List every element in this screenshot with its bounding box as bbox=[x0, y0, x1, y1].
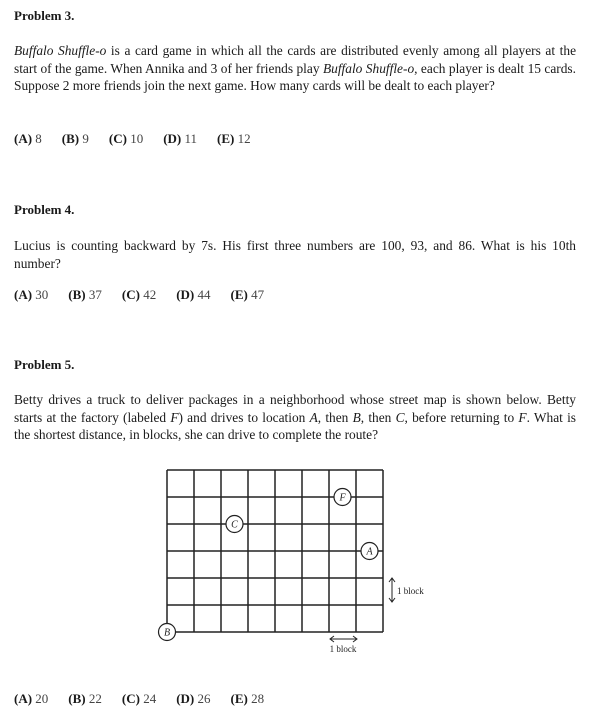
answer-choice bbox=[68, 287, 102, 303]
choice-label: (E) bbox=[217, 131, 235, 146]
choice-label: (D) bbox=[176, 691, 195, 706]
answer-choice bbox=[217, 131, 251, 147]
problem-title: Problem 3. bbox=[14, 8, 75, 23]
answer-choice bbox=[163, 131, 197, 147]
text-run: F bbox=[170, 409, 179, 425]
vertical-scale-label: 1 block bbox=[397, 586, 424, 596]
problem-4-body bbox=[14, 237, 576, 272]
problem-title: Problem 5. bbox=[14, 357, 75, 372]
text-run: C bbox=[395, 409, 405, 425]
answer-choice bbox=[122, 691, 156, 707]
choice-value: 37 bbox=[85, 287, 102, 302]
vertical-scale bbox=[389, 578, 395, 602]
choice-label: (E) bbox=[230, 287, 248, 302]
text-run: . What is the shortest distance, in blocks, she can drive to complete the route? bbox=[14, 409, 576, 442]
problem-title: Problem 4. bbox=[14, 202, 75, 217]
answer-choice bbox=[14, 691, 48, 707]
choice-value: 12 bbox=[234, 131, 251, 146]
text-run: , then bbox=[317, 409, 353, 425]
choice-value: 10 bbox=[126, 131, 144, 146]
problem-4-choices bbox=[14, 287, 576, 303]
location-label-f: F bbox=[339, 492, 346, 504]
choice-label: (B) bbox=[68, 287, 86, 302]
problem-text bbox=[14, 42, 576, 95]
text-run: Betty drives a truck to deliver packages in a neighborhood whose street map is shown below. Betty starts at the factory (labeled bbox=[14, 392, 576, 425]
problem-3-body bbox=[14, 42, 576, 95]
choice-label: (A) bbox=[14, 287, 33, 302]
choice-value: 42 bbox=[139, 287, 157, 302]
choice-value: 30 bbox=[32, 287, 49, 302]
answer-choice bbox=[176, 691, 210, 707]
answer-choice bbox=[62, 131, 89, 147]
choice-value: 26 bbox=[194, 691, 211, 706]
text-run: Buffalo Shuffle-o bbox=[14, 43, 107, 58]
answer-choice bbox=[230, 691, 264, 707]
location-label-a: A bbox=[366, 546, 373, 558]
horizontal-scale-label: 1 block bbox=[329, 644, 357, 654]
choice-label: (A) bbox=[14, 691, 33, 706]
text-run: Buffalo Shuffle-o bbox=[322, 60, 415, 76]
answer-choices bbox=[14, 287, 576, 303]
choice-value: 20 bbox=[32, 691, 49, 706]
problem-3-choices bbox=[14, 131, 576, 147]
text-run: is a card game in which all the cards are distributed evenly among all players at the start of the game. When Annika and 3 of her friends play bbox=[14, 43, 577, 76]
choice-value: 24 bbox=[139, 691, 157, 706]
choice-value: 11 bbox=[181, 131, 198, 146]
text-run: , then bbox=[360, 409, 396, 425]
location-label-b: B bbox=[163, 627, 171, 639]
horizontal-scale bbox=[330, 636, 357, 642]
answer-choice bbox=[122, 287, 156, 303]
answer-choice bbox=[68, 691, 102, 707]
location-label-c: C bbox=[231, 519, 238, 531]
choice-value: 28 bbox=[247, 691, 265, 706]
answer-choice bbox=[230, 287, 264, 303]
choice-value: 22 bbox=[85, 691, 102, 706]
text-run: Lucius is counting backward by 7s. His first three numbers are 100, 93, and 86. What is his 10th number? bbox=[14, 238, 576, 271]
problem-3 bbox=[14, 8, 576, 24]
choice-label: (C) bbox=[121, 691, 140, 706]
text-run: B bbox=[352, 409, 361, 425]
problem-text bbox=[14, 391, 576, 444]
problem-text bbox=[14, 237, 576, 272]
choice-label: (D) bbox=[163, 131, 182, 146]
choice-value: 47 bbox=[247, 287, 265, 302]
text-run: , before returning to bbox=[404, 409, 519, 425]
choice-value: 44 bbox=[194, 287, 211, 302]
answer-choice bbox=[109, 131, 143, 147]
problem-5-body bbox=[14, 391, 576, 444]
choice-value: 9 bbox=[79, 131, 89, 146]
choice-label: (A) bbox=[14, 131, 33, 146]
text-run: A bbox=[309, 409, 318, 425]
choice-label: (C) bbox=[108, 131, 127, 146]
choice-label: (B) bbox=[61, 131, 80, 146]
text-run: , each player is dealt 15 cards. Suppose 2 more friends join the next game. How many cards will be dealt to each player? bbox=[14, 60, 576, 93]
choice-label: (D) bbox=[176, 287, 195, 302]
answer-choices bbox=[14, 691, 576, 707]
choice-label: (E) bbox=[230, 691, 248, 706]
choice-value: 8 bbox=[32, 131, 42, 146]
choice-label: (B) bbox=[68, 691, 86, 706]
street-map bbox=[140, 462, 440, 662]
map-locations bbox=[159, 489, 379, 641]
text-run: ) and drives to location bbox=[178, 409, 310, 425]
answer-choices bbox=[14, 131, 576, 147]
answer-choice bbox=[176, 287, 210, 303]
problem-5 bbox=[14, 357, 576, 373]
problem-4 bbox=[14, 202, 576, 218]
answer-choice bbox=[14, 131, 42, 147]
answer-choice bbox=[14, 287, 48, 303]
text-run: F bbox=[518, 409, 527, 425]
choice-label: (C) bbox=[121, 287, 140, 302]
problem-5-choices bbox=[14, 691, 576, 707]
